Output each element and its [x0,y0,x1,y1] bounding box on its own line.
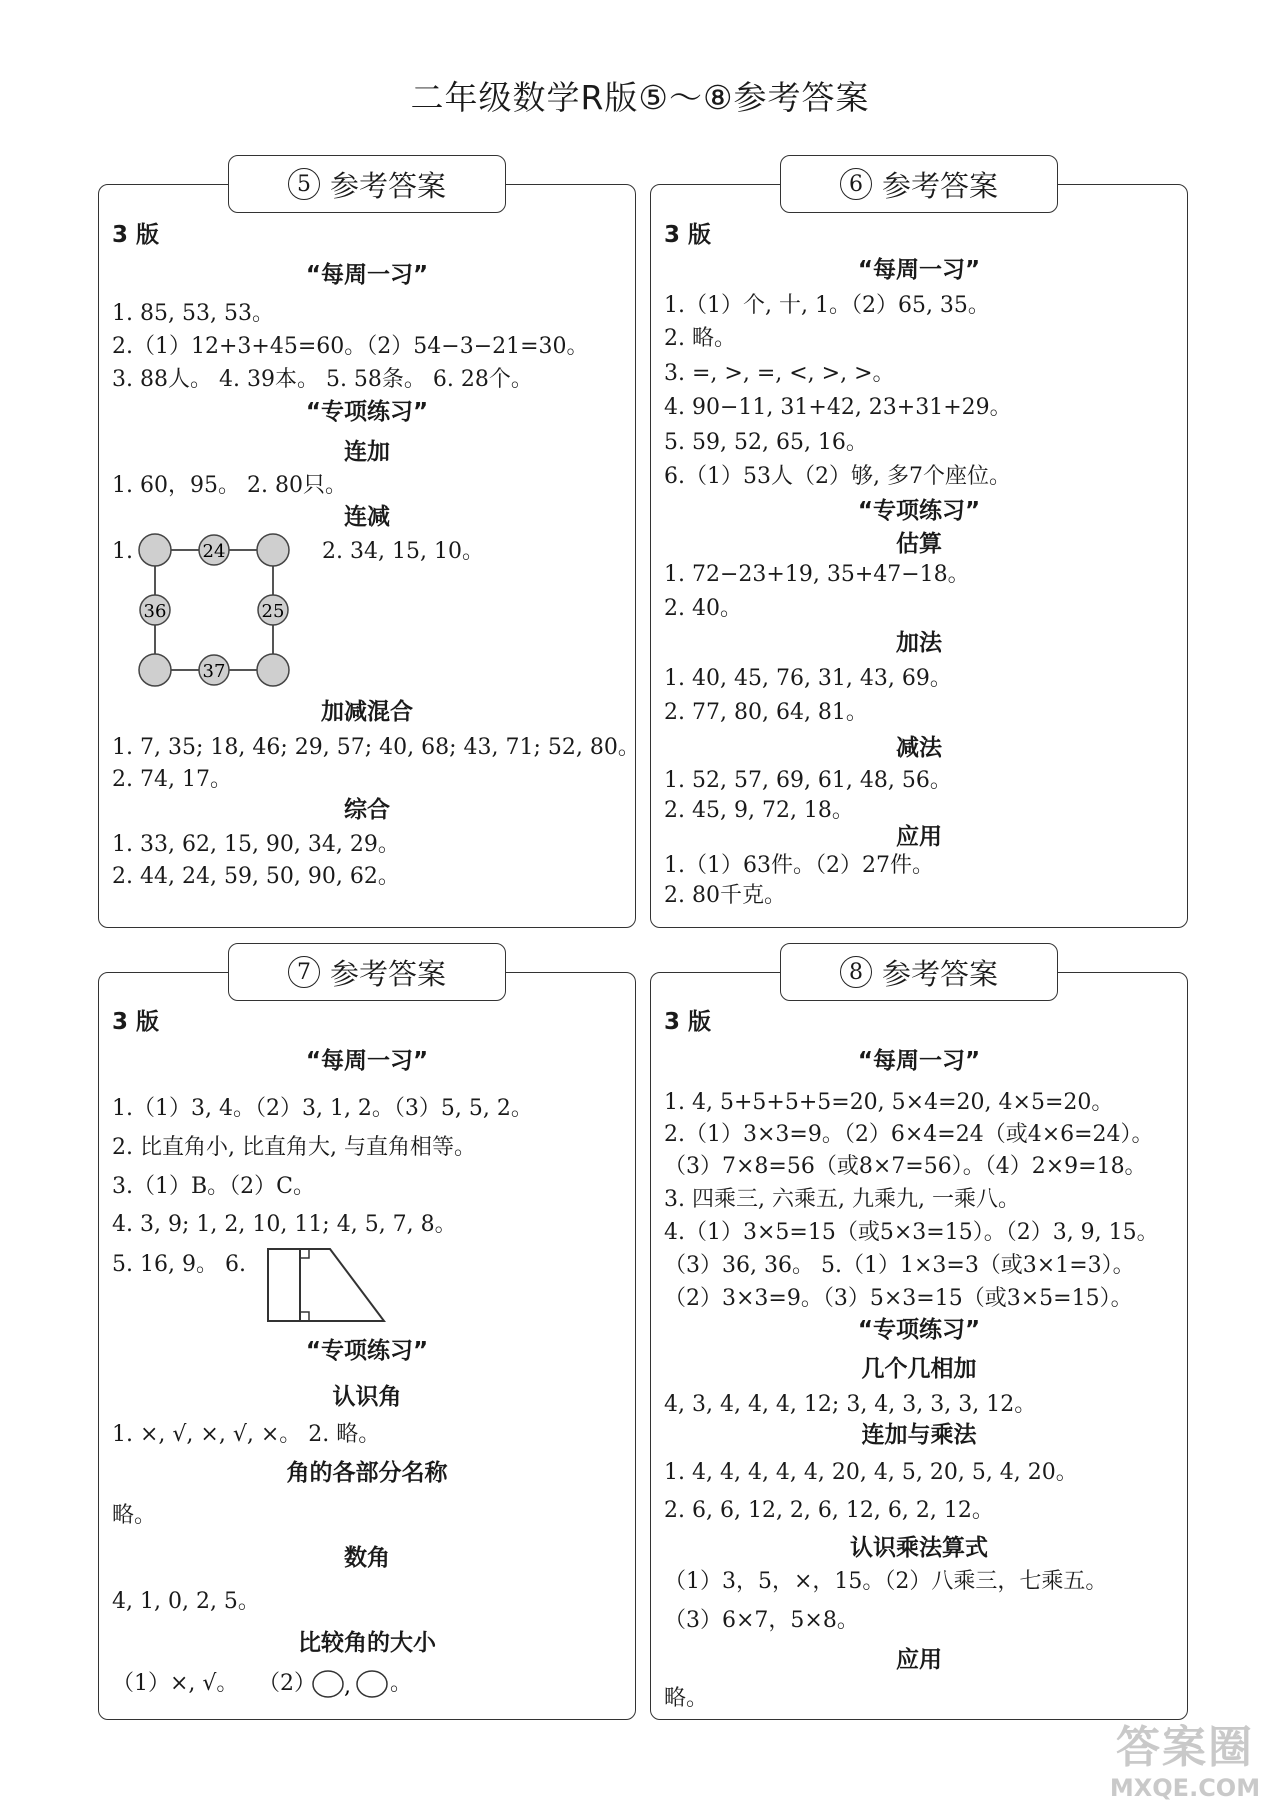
answer-line: 3. 四乘三, 六乘五, 九乘九, 一乘八。 [664,1187,1020,1212]
empty-oval [313,1671,343,1697]
panel-5-tab [228,155,506,213]
answer-line: 1. ×, √, ×, √, ×。 2. 略。 [112,1422,381,1447]
heading-weekly: “每周一习” [857,1048,981,1074]
panel-8-tab [780,943,1058,1001]
heading-angle-parts: 角的各部分名称 [286,1460,448,1486]
panel-7-tab [228,943,506,1001]
tab-label: 参考答案 [329,168,446,203]
heading-lianjian: 连减 [344,504,390,530]
edition-label: 3 版 [112,1009,160,1035]
panel-6-tab [780,155,1058,213]
answer-line: 1. 60，95。 2. 80只。 [112,473,347,498]
heading-addition: 加法 [896,630,942,656]
heading-weekly: “每周一习” [305,1048,429,1074]
answer-line: 4. 90−11, 31+42, 23+31+29。 [664,395,1012,420]
answer-line: （3）6×7，5×8。 [664,1608,859,1633]
answer-line: 5. 16, 9。 6. [112,1252,246,1277]
answer-line: （1）3，5，×，15。（2）八乘三，七乘五。 [664,1569,1108,1594]
answer-line: 3. =, >, =, <, >, >。 [664,361,895,386]
answer-line: 1.（1）63件。（2）27件。 [664,853,934,878]
node-number: 25 [261,601,285,622]
heading-weekly: “每周一习” [857,257,981,283]
answer-line: 5. 59, 52, 65, 16。 [664,430,868,455]
watermark-text: 答案圈 [1116,1722,1254,1773]
tab-label: 参考答案 [881,168,998,203]
svg-text:,: , [344,1674,351,1699]
answer-line: 4.（1）3×5=15（或5×3=15）。（2）3, 9, 15。 [664,1220,1159,1245]
answer-line: 2. 40。 [664,596,742,621]
heading-estimate: 估算 [896,531,942,557]
square-node [139,654,171,686]
circled-number: 6 [840,168,872,200]
answer-line: 1. 40, 45, 76, 31, 43, 69。 [664,666,952,691]
answer-line: 1. 4, 5+5+5+5=20, 5×4=20, 4×5=20。 [664,1090,1114,1115]
answer-line: 1.（1）个, 十, 1。（2）65, 35。 [664,293,990,318]
answer-line: 2. 略。 [664,326,736,351]
circled-number: 7 [288,956,320,988]
answer-line: 6.（1）53人（2）够, 多7个座位。 [664,464,1011,489]
answer-line: 2.（1）12+3+45=60。（2）54−3−21=30。 [112,334,589,359]
heading-compare-angles: 比较角的大小 [298,1630,436,1656]
node-number: 37 [202,661,226,682]
answer-line: 2. 80千克。 [664,883,786,908]
answer-line: 4, 1, 0, 2, 5。 [112,1589,260,1614]
answer-line: 2. 34, 15, 10。 [322,539,484,564]
answer-line: （1）×, √。 [112,1671,239,1696]
square-node [139,534,171,566]
heading-special: “专项练习” [305,399,429,425]
answer-line: （2）3×3=9。（3）5×3=15（或3×5=15）。 [664,1286,1133,1311]
answer-line: 2. 45, 9, 72, 18。 [664,798,854,823]
circled-number: 8 [840,956,872,988]
heading-application: 应用 [896,824,942,850]
heading-application: 应用 [896,1647,942,1673]
answer-line: 1.（1）3, 4。（2）3, 1, 2。（3）5, 5, 2。 [112,1096,533,1121]
answer-line: 1. 85, 53, 53。 [112,301,274,326]
answer-line: 1. 52, 57, 69, 61, 48, 56。 [664,768,952,793]
answer-line: 2. 77, 80, 64, 81。 [664,700,868,725]
answer-line: （3）7×8=56（或8×7=56）。（4）2×9=18。 [664,1154,1147,1179]
answer-line: 4, 3, 4, 4, 4, 12; 3, 4, 3, 3, 3, 12。 [664,1392,1037,1417]
edition-label: 3 版 [664,1009,712,1035]
answer-line: 3.（1）B。（2）C。 [112,1174,315,1199]
answer-line: 1. [112,539,133,564]
empty-oval [357,1671,387,1697]
heading-addition-multiplication: 连加与乘法 [861,1422,977,1448]
answer-line: 略。 [112,1503,157,1528]
heading-mixed: 加减混合 [321,699,413,725]
answer-line: 1. 7, 35; 18, 46; 29, 57; 40, 68; 43, 71; 52, 80。 [112,735,640,760]
watermark-url: MXQE.COM [1109,1774,1261,1802]
heading-lianjia: 连加 [344,439,390,465]
heading-repeated-addition: 几个几相加 [861,1356,977,1382]
edition-label: 3 版 [664,222,712,248]
answer-line: 2. 74, 17。 [112,767,232,792]
trapezoid-figure [264,1245,388,1327]
node-number: 36 [143,601,167,622]
answer-line: 1. 72−23+19, 35+47−18。 [664,562,970,587]
answer-line: 2. 6, 6, 12, 2, 6, 12, 6, 2, 12。 [664,1498,994,1523]
node-number: 24 [202,541,226,562]
heading-special: “专项练习” [305,1338,429,1364]
answer-line: 2. 44, 24, 59, 50, 90, 62。 [112,864,400,889]
answer-line: （2） [258,1671,316,1696]
answer-line: （3）36, 36。 5.（1）1×3=3（或3×1=3）。 [664,1253,1135,1278]
heading-special: “专项练习” [857,498,981,524]
heading-multiplication-formula: 认识乘法算式 [850,1535,988,1561]
watermark-logo [1100,1722,1270,1804]
answer-line: 略。 [664,1686,709,1711]
tab-label: 参考答案 [881,956,998,991]
edition-label: 3 版 [112,222,160,248]
square-node [257,654,289,686]
answer-line: 2. 比直角小, 比直角大, 与直角相等。 [112,1135,476,1160]
square-node [257,534,289,566]
heading-special: “专项练习” [857,1317,981,1343]
heading-count-angles: 数角 [344,1545,390,1571]
heading-subtraction: 减法 [896,735,942,761]
heading-comprehensive: 综合 [344,797,390,823]
circled-number: 5 [288,168,320,200]
answer-line: 1. 33, 62, 15, 90, 34, 29。 [112,832,400,857]
answer-line: 2.（1）3×3=9。（2）6×4=24（或4×6=24）。 [664,1122,1154,1147]
heading-weekly: “每周一习” [305,262,429,288]
answer-line-end: 。 [390,1671,413,1696]
answer-line: 4. 3, 9; 1, 2, 10, 11; 4, 5, 7, 8。 [112,1212,457,1237]
page-title: 二年级数学R版⑤～⑧参考答案 [410,78,870,117]
heading-recognize-angle: 认识角 [332,1384,402,1410]
answer-line: 3. 88人。 4. 39本。 5. 58条。 6. 28个。 [112,367,533,392]
tab-label: 参考答案 [329,956,446,991]
square-number-figure [130,530,290,690]
answer-line: 1. 4, 4, 4, 4, 4, 20, 4, 5, 20, 5, 4, 20。 [664,1460,1078,1485]
